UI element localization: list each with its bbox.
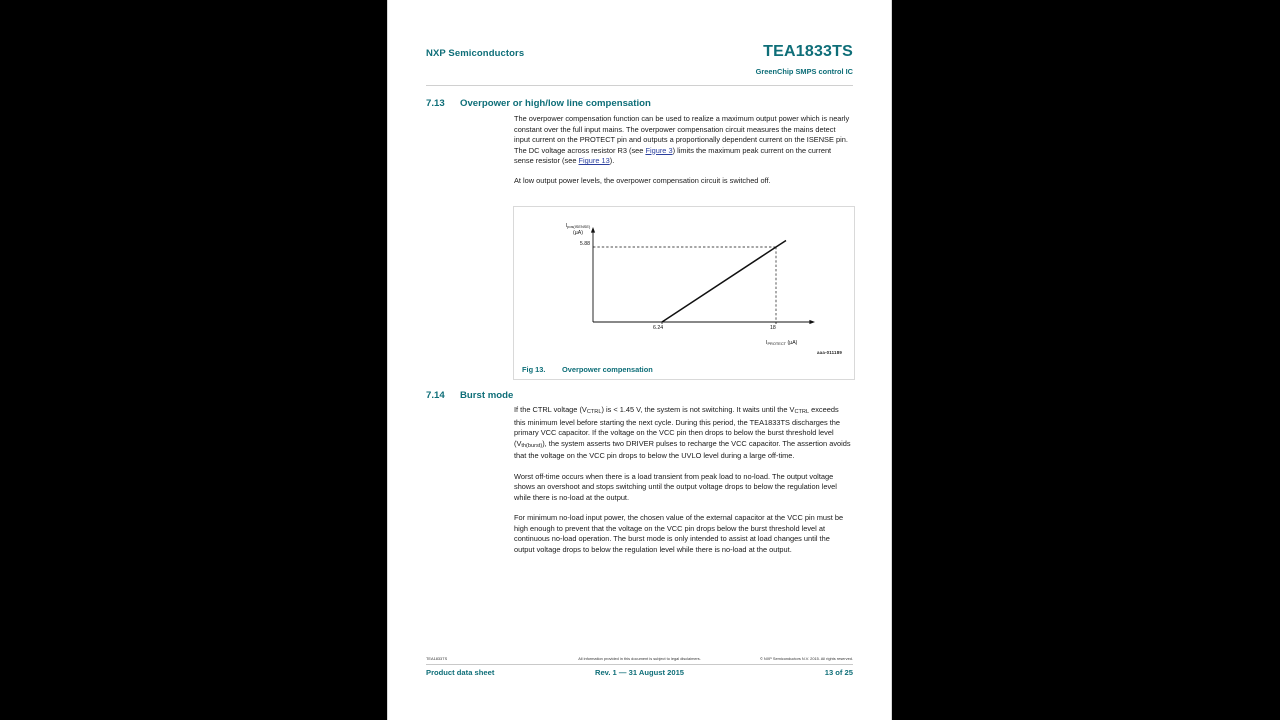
section-number: 7.14 [426,390,445,401]
section-title: Overpower or high/low line compensation [460,98,651,109]
link-figure-3[interactable]: Figure 3 [645,145,673,155]
chart-x-tick-label-a: 6.24 [653,325,664,331]
paragraph-burst-1: If the CTRL voltage $(V_{CTRL})$ is < 1.45 V, the system is not switching. It waits until the $V_{CTRL}$ exceeds this minimum level before starting the next cycle. During this period, the TEA1833TS discharges the primary VCC capacitor. If the voltage on the VCC pin then drops to below the burst threshold level $(V_{th(burst)})$, the system asserts two DRIVER pulses to recharge the VCC capacitor. The assertion avoids that the voltage on the VCC pin drops to below the UVLO level during a large off-time. [514,405,851,461]
link-figure-13[interactable]: Figure 13 [578,156,610,166]
overpower-compensation-chart [514,207,854,355]
footer-copyright: © NXP Semiconductors N.V. 2015. All rights reserved. [759,656,853,661]
footer-document-type: Product data sheet [426,668,495,677]
chart-x-axis-label: $I_{PROTECT}$ (µA) [766,340,798,346]
footer-revision: Rev. 1 — 31 August 2015 [594,668,685,677]
paragraph-burst-2: Worst off-time occurs when there is a load transient from peak load to no-load. The output voltage shows an overshoot and stops switching until the output voltage drops to below the regulation level while there is no-load at the output. [514,471,837,502]
section-number: 7.13 [426,98,445,109]
paragraph-overpower-1: The overpower compensation function can be used to realize a maximum output power which is nearly constant over the full input mains. The overpower compensation circuit measures the mains detect input current on the PROTECT pin and outputs a proportionally dependent current on the ISENSE pin. The DC voltage across resistor R3 (see Figure 3) limits the maximum peak current on the current sense resistor (see Figure 13). [514,114,850,166]
section-heading-713 [426,98,651,109]
figure-reference-code: aaa-011189 [817,350,842,355]
header-product-subtitle: GreenChip SMPS control IC [755,67,853,76]
chart-x-tick-label-b: 18 [770,325,776,331]
figure-caption-title: Overpower compensation [562,365,653,374]
figure-caption-number: Fig 13. [522,365,546,374]
footer-disclaimer: All information provided in this document is subject to legal disclaimers. [578,656,701,661]
chart-y-axis-label: $I_{pos(ISENSE)}$ (µA) [565,223,591,236]
paragraph-overpower-2: At low output power levels, the overpower compensation circuit is switched off. [514,175,771,185]
chart-data-series-line [662,241,786,323]
chart-y-tick-label: 5.88 [579,241,590,247]
footer-divider [426,664,853,665]
footer-page-number: 13 of 25 [824,668,853,677]
footer-document-id: TEA1833TS [426,656,448,661]
document-page [388,0,891,720]
section-714-body [514,405,851,565]
section-title: Burst mode [460,390,514,401]
section-heading-714 [426,390,513,401]
figure-13-caption [522,365,653,374]
chart-x-axis-arrow [809,320,815,324]
paragraph-burst-3: For minimum no-load input power, the chosen value of the external capacitor at the VCC pin must be high enough to prevent that the voltage on the VCC pin drops below the burst threshold level at continuous no-load operation. The burst mode is only intended to assist at load changes until the output voltage drops to below the regulation level while there is no-load at the output. [514,513,844,555]
section-713-body [514,114,851,195]
header-divider [426,85,853,86]
header-company-name: NXP Semiconductors [426,48,525,59]
header-product-title: TEA1833TS [763,43,853,60]
figure-13-container [513,206,855,380]
